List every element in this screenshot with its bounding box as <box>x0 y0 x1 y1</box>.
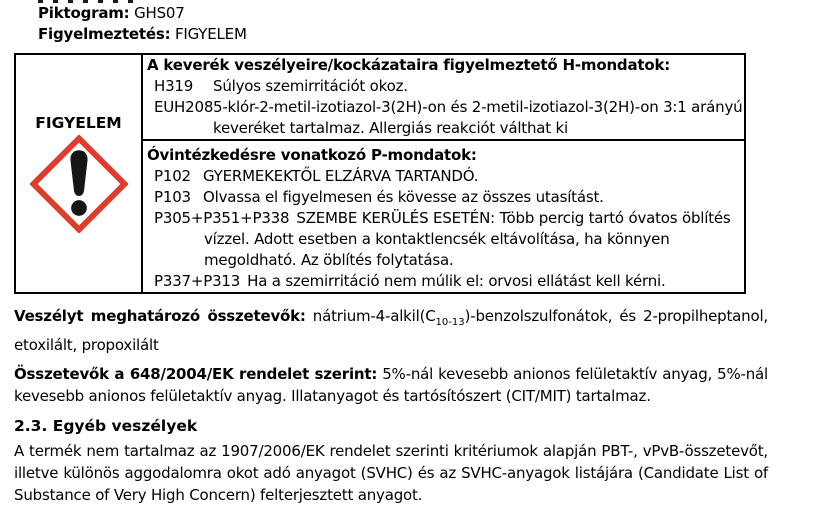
p-statement-row <box>154 271 744 292</box>
hazard-ingredients-paragraph <box>14 305 768 356</box>
p-statement-row <box>154 187 744 208</box>
h-statement-row <box>154 97 744 139</box>
h-statement-text: 5-klór-2-metil-izotiazol-3(2H)-on és 2-metil-izotiazol-3(2H)-on 3:1 arányú keveréket tartalmaz. Allergiás reakciót válthat ki <box>213 98 743 137</box>
h-statement-code: EUH208 <box>154 98 214 116</box>
regulation-ingredients-paragraph <box>14 363 768 407</box>
p-section-heading: Óvintézkedésre vonatkozó P-mondatok: <box>147 146 477 164</box>
p-statement-text: Olvassa el figyelmesen és kövesse az összes utasítást. <box>203 188 604 206</box>
other-hazards-heading: 2.3. Egyéb veszélyek <box>14 417 198 435</box>
p-statement-text: Ha a szemirritáció nem múlik el: orvosi ellátást kell kérni. <box>247 272 666 290</box>
regulation-label: Összetevők a 648/2004/EK rendelet szerint: <box>14 365 378 383</box>
warning-value: FIGYELEM <box>174 25 247 43</box>
hazard-ingredients-text: nátrium-4-alkil(C <box>305 307 436 325</box>
p-statement-text: SZEMBE KERÜLÉS ESETÉN: Több percig tartó óvatos öblítés vízzel. Adott esetben a kontaktlencsék eltávolítása, ha könnyen megoldható. Az öblítés folytatása. <box>204 209 731 269</box>
p-statement-row <box>154 208 744 271</box>
hazard-statements-table <box>14 53 746 294</box>
ghs07-exclamation-diamond-icon <box>30 135 128 233</box>
p-statement-code: P305+P351+P338 <box>154 209 290 227</box>
h-statement-code: H319 <box>154 77 194 95</box>
p-statement-code: P103 <box>154 188 191 206</box>
pictogram-label: Piktogram: <box>38 4 130 22</box>
pictogram-line <box>38 3 834 24</box>
chemical-formula-subscript: 10-13 <box>435 317 465 328</box>
p-statement-code: P102 <box>154 167 191 185</box>
warning-label: Figyelmeztetés: <box>38 25 171 43</box>
p-statements-cell <box>142 140 745 293</box>
warning-line <box>38 24 834 45</box>
pictogram-value: GHS07 <box>134 4 185 22</box>
hazard-ingredients-label: Veszélyt meghatározó összetevők: <box>14 307 306 325</box>
p-statement-code: P337+P313 <box>154 272 241 290</box>
p-statement-row <box>154 166 744 187</box>
hazard-ingredients-text-cont: )-benzolszulfonátok, és 2-propilheptanol, etoxilált, propoxilált <box>14 307 768 354</box>
other-hazards-paragraph: A termék nem tartalmaz az 1907/2006/EK rendelet szerinti kritériumok alapján PBT-, vPvB-összetevőt, illetve különös aggodalomra okot adó anyagot (SVHC) és az SVHC-anyagok listájára (Candidate List of Substance of Very High Concern) felterjesztett anyagot. <box>14 442 768 504</box>
regulation-text: 5%-nál kevesebb anionos felületaktív anyag, 5%-nál kevesebb anionos felületaktív anyag. Illatanyagot és tartósítószert (CIT/MIT) tartalmaz. <box>14 365 768 405</box>
h-statement-text: Súlyos szemirritációt okoz. <box>213 77 408 95</box>
h-section-heading: A keverék veszélyeire/kockázataira figyelmeztető H-mondatok: <box>147 56 671 74</box>
h-statements-cell <box>142 54 745 140</box>
h-statement-row <box>154 76 744 97</box>
pictogram-cell <box>15 54 142 293</box>
p-statement-text: GYERMEKEKTŐL ELZÁRVA TARTANDÓ. <box>203 167 479 185</box>
signal-word: FIGYELEM <box>35 114 122 132</box>
